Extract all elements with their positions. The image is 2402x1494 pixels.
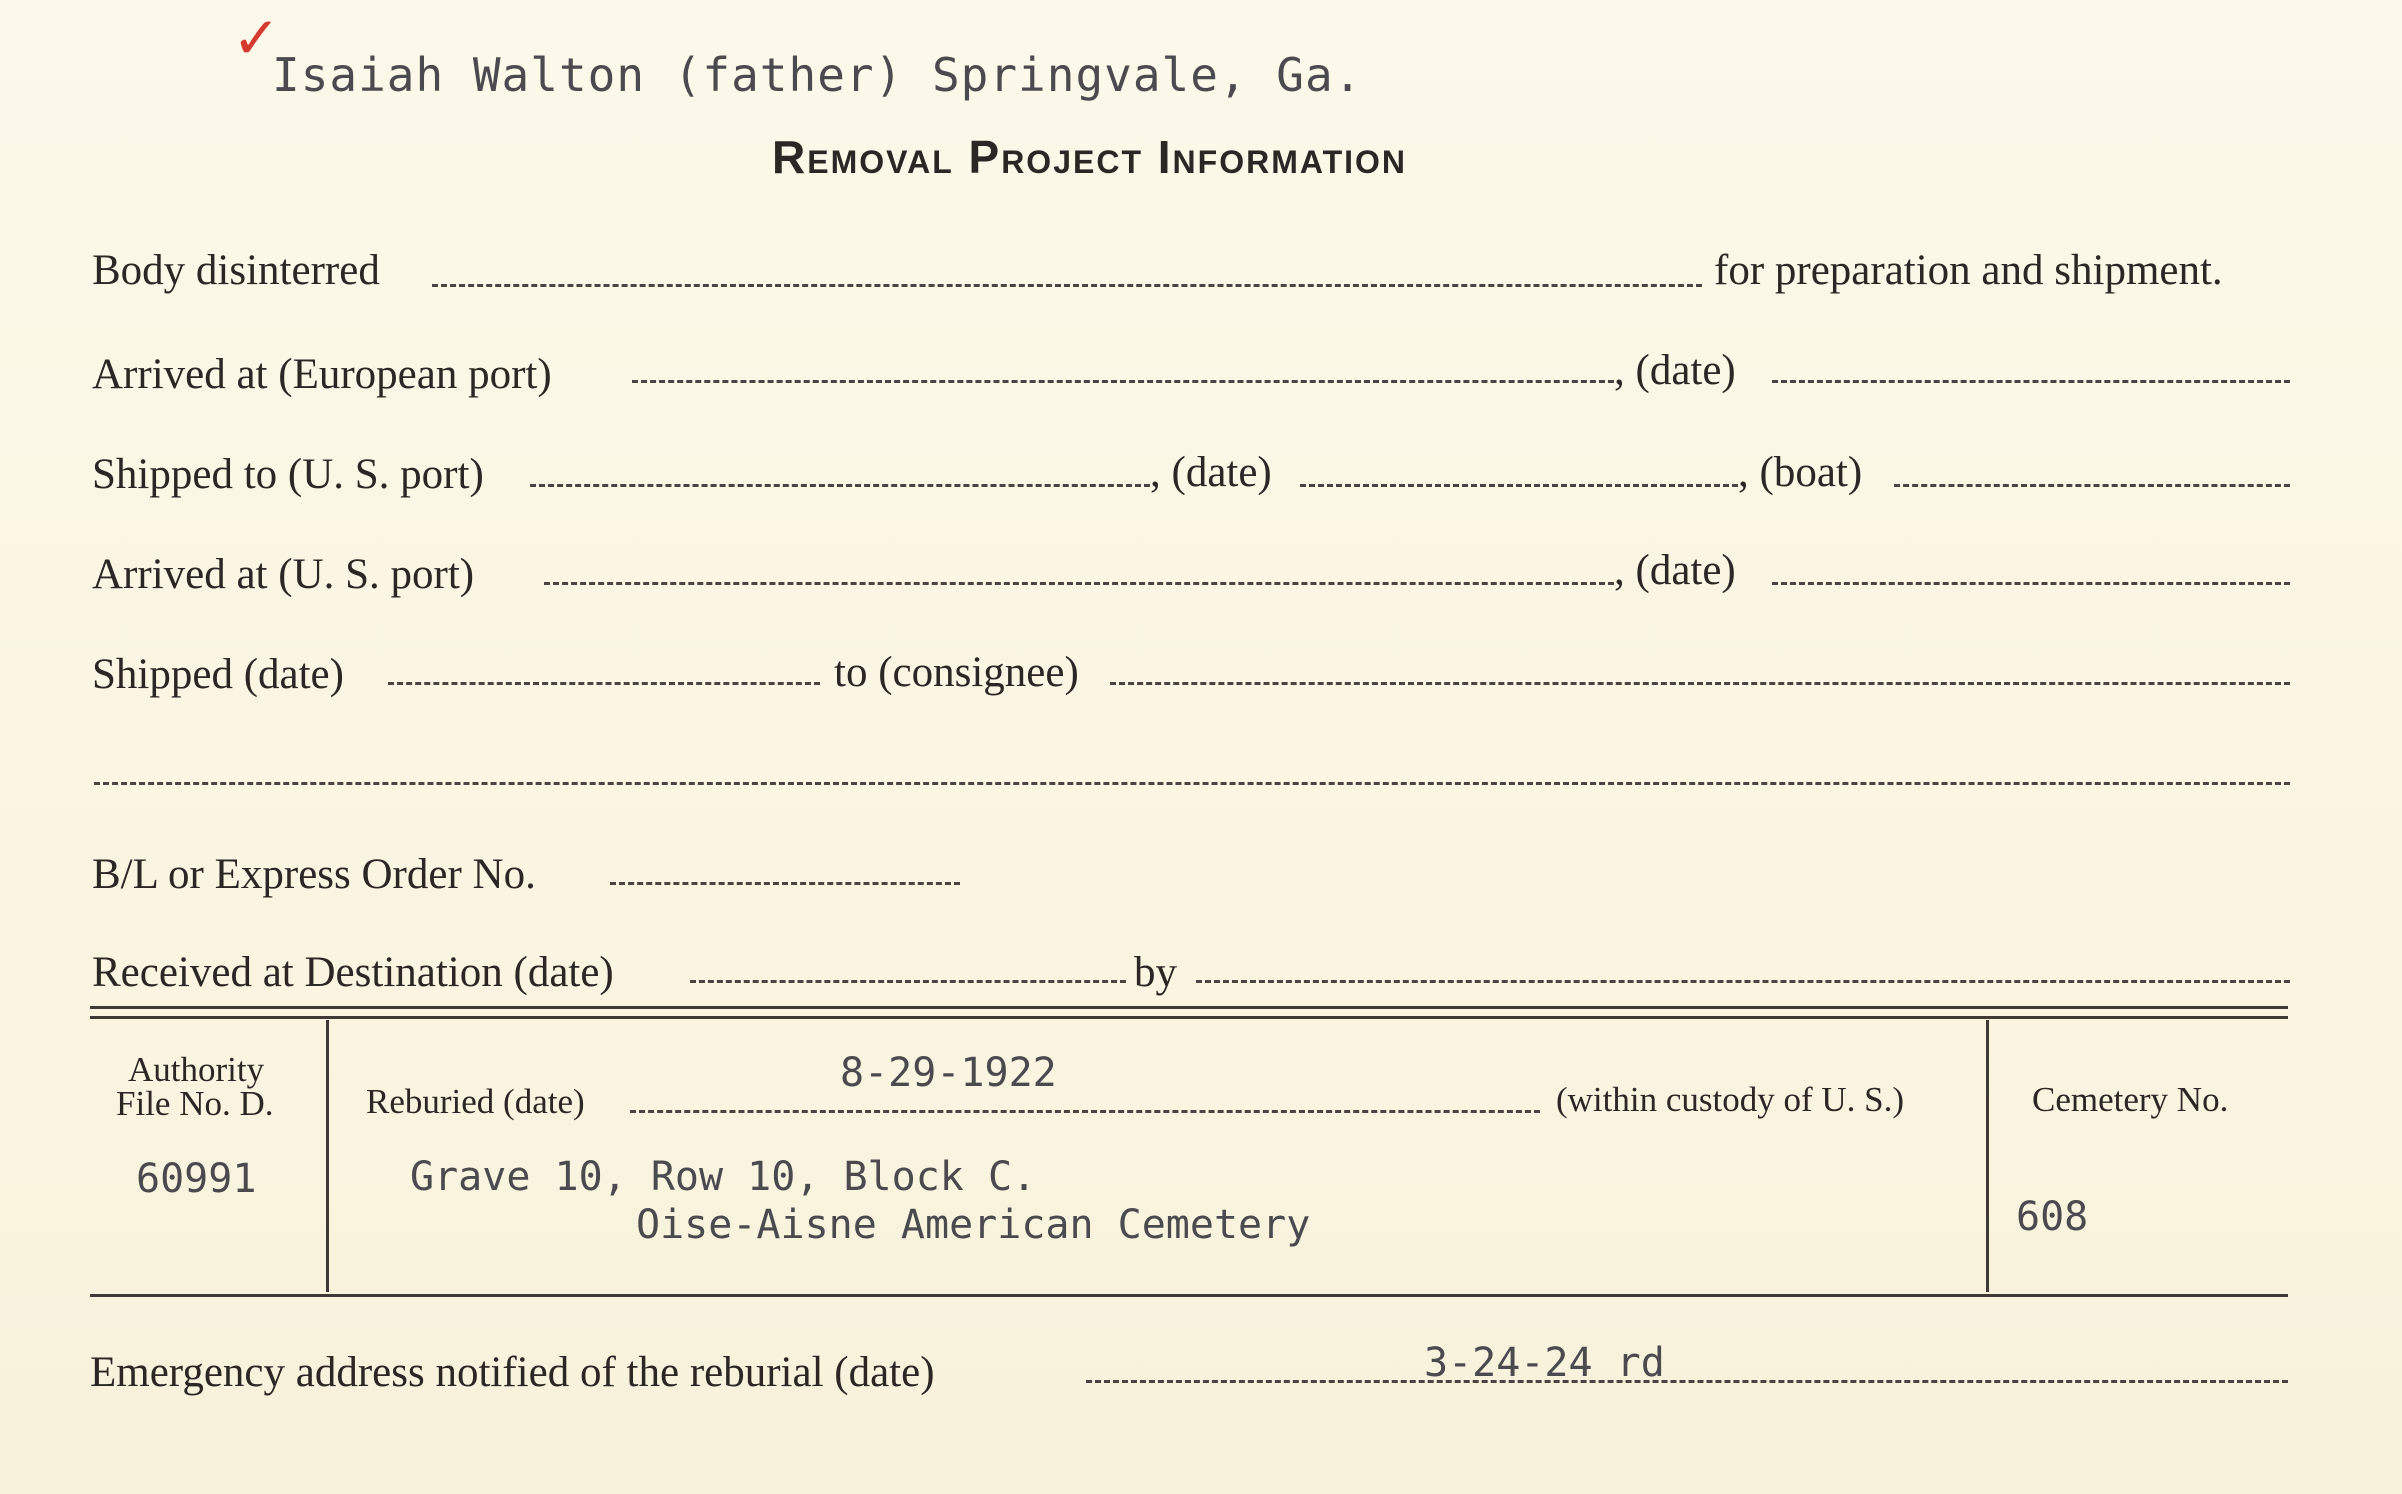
label-arrived-european-port: Arrived at (European port) [92,351,552,398]
line-arrived-european-port [632,380,1614,383]
label-within-custody: (within custody of U. S.) [1556,1080,1905,1119]
cemetery-name: Oise-Aisne American Cemetery [636,1202,1311,1248]
label-by: by [1134,949,1177,996]
bottom-rule [90,1294,2288,1297]
cemetery-number: 608 [2016,1194,2089,1240]
divider-cemetery-no [1986,1020,1989,1292]
line-bl-express-order [610,882,960,885]
label-to-consignee: to (consignee) [834,649,1079,696]
label-shipped-to-us-port: Shipped to (U. S. port) [92,451,484,498]
line-arrived-us-port [544,582,1614,585]
grave-location: Grave 10, Row 10, Block C. [410,1154,1037,1200]
label-date-1: , (date) [1614,347,1736,394]
line-date-3 [1772,582,2290,585]
line-emergency-date [1086,1380,2288,1383]
line-date-2 [1300,484,1738,487]
line-date-1 [1772,380,2290,383]
line-shipped-to-us-port [530,484,1150,487]
typed-name-line: Isaiah Walton (father) Springvale, Ga. [272,48,1363,102]
double-rule-top [90,1006,2288,1009]
label-reburied-date: Reburied (date) [366,1082,585,1121]
label-file-no: File No. D. [116,1084,274,1123]
double-rule-bottom [90,1016,2288,1019]
line-reburied-date [630,1110,1540,1113]
label-date-3: , (date) [1614,547,1736,594]
line-consignee [1110,682,2290,685]
divider-authority [326,1020,329,1292]
line-boat [1894,484,2290,487]
label-emergency-address: Emergency address notified of the reburial (date) [90,1349,935,1396]
emergency-date-value: 3-24-24 rd [1424,1340,1665,1386]
label-cemetery-no: Cemetery No. [2032,1080,2229,1119]
label-received-destination: Received at Destination (date) [92,949,614,996]
label-arrived-us-port: Arrived at (U. S. port) [92,551,475,598]
line-consignee-continued [94,782,2290,785]
label-boat: , (boat) [1738,449,1863,496]
label-authority: Authority [128,1050,265,1089]
authority-file-number: 60991 [136,1156,257,1202]
label-shipped-date: Shipped (date) [92,651,344,698]
line-body-disinterred [432,284,1702,287]
check-mark-icon: ✓ [232,4,281,72]
label-body-disinterred: Body disinterred [92,247,380,294]
label-date-2: , (date) [1150,449,1272,496]
line-received-by [1196,980,2290,983]
form-title: Removal Project Information [772,131,1408,183]
label-bl-express-order: B/L or Express Order No. [92,851,536,898]
line-shipped-date [388,682,820,685]
reburied-date-value: 8-29-1922 [840,1050,1057,1096]
label-for-preparation: for preparation and shipment. [1714,247,2223,294]
line-received-date [690,980,1126,983]
